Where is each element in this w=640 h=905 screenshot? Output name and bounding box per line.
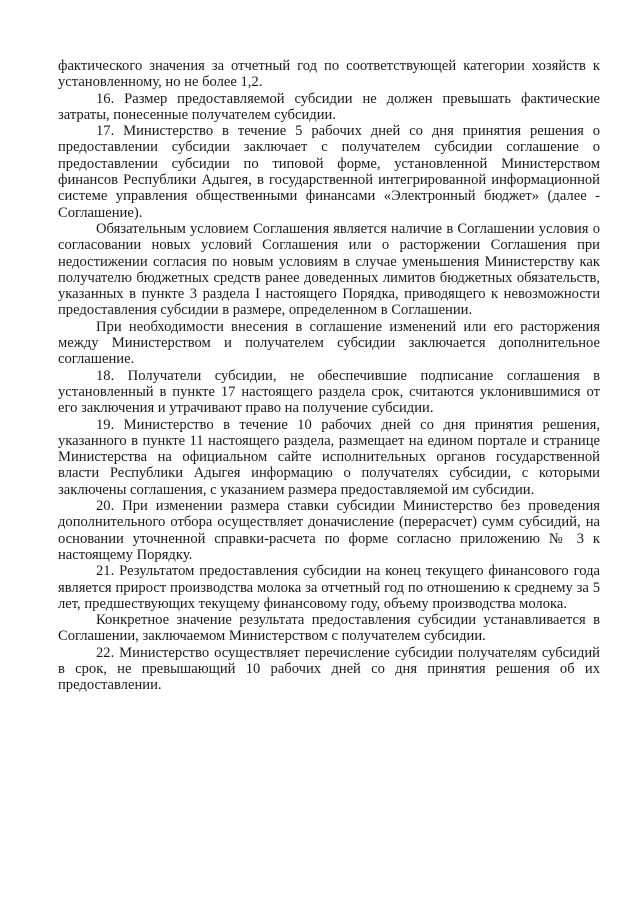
paragraph-20: 20. При изменении размера ставки субсидии Министерство без проведения дополнительного отбора осуществляет доначисление (перерасчет) сумм субсидий, на основании уточненной справки-расчета по форме согласно приложению № 3 к настоящему Порядку. xyxy=(58,498,600,563)
paragraph-19: 19. Министерство в течение 10 рабочих дней со дня принятия решения, указанного в пункте 11 настоящего раздела, размещает на едином портале и странице Министерства на официальном сайте исполнительных органов государственной власти Республики Адыгея информацию о получателях субсидии, с которыми заключены соглашения, с указанием размера предоставляемой им субсидии. xyxy=(58,416,600,498)
paragraph-continuation: фактического значения за отчетный год по соответствующей категории хозяйств к установленному, но не более 1,2. xyxy=(58,58,600,91)
paragraph-17: 17. Министерство в течение 5 рабочих дней со дня принятия решения о предоставлении субсидии заключает с получателем субсидии соглашение о предоставлении субсидии по типовой форме, установленной Министерством финансов Республики Адыгея, в государственной интегрированной информационной системе управления общественными финансами «Электронный бюджет» (далее - Соглашение). xyxy=(58,123,600,221)
paragraph-21: 21. Результатом предоставления субсидии на конец текущего финансового года является прирост производства молока за отчетный год по отношению к среднему за 5 лет, предшествующих текущему финансовому году, объему производства молока. xyxy=(58,563,600,612)
paragraph-21-result: Конкретное значение результата предоставления субсидии устанавливается в Соглашении, заключаемом Министерством с получателем субсидии. xyxy=(58,612,600,645)
paragraph-17-amendment: При необходимости внесения в соглашение изменений или его расторжения между Министерством и получателем субсидии заключается дополнительное соглашение. xyxy=(58,318,600,368)
paragraph-22: 22. Министерство осуществляет перечисление субсидии получателям субсидий в срок, не превышающий 10 рабочих дней со дня принятия решения об их предоставлении. xyxy=(58,644,600,694)
paragraph-16: 16. Размер предоставляемой субсидии не должен превышать фактические затраты, понесенные получателем субсидии. xyxy=(58,90,600,123)
paragraph-18: 18. Получатели субсидии, не обеспечившие подписание соглашения в установленный в пункте 17 настоящего раздела срок, считаются уклонившимися от его заключения и утрачивают право на получение субсидии. xyxy=(58,367,600,417)
document-page xyxy=(58,58,600,694)
paragraph-17-condition: Обязательным условием Соглашения является наличие в Соглашении условия о согласовании новых условий Соглашения или о расторжении Соглашения при недостижении согласия по новым условиям в случае уменьшения Министерству как получателю бюджетных средств ранее доведенных лимитов бюджетных обязательств, указанных в пункте 3 раздела I настоящего Порядка, приводящего к невозможности предоставления субсидии в размере, определенном в Соглашении. xyxy=(58,220,600,319)
